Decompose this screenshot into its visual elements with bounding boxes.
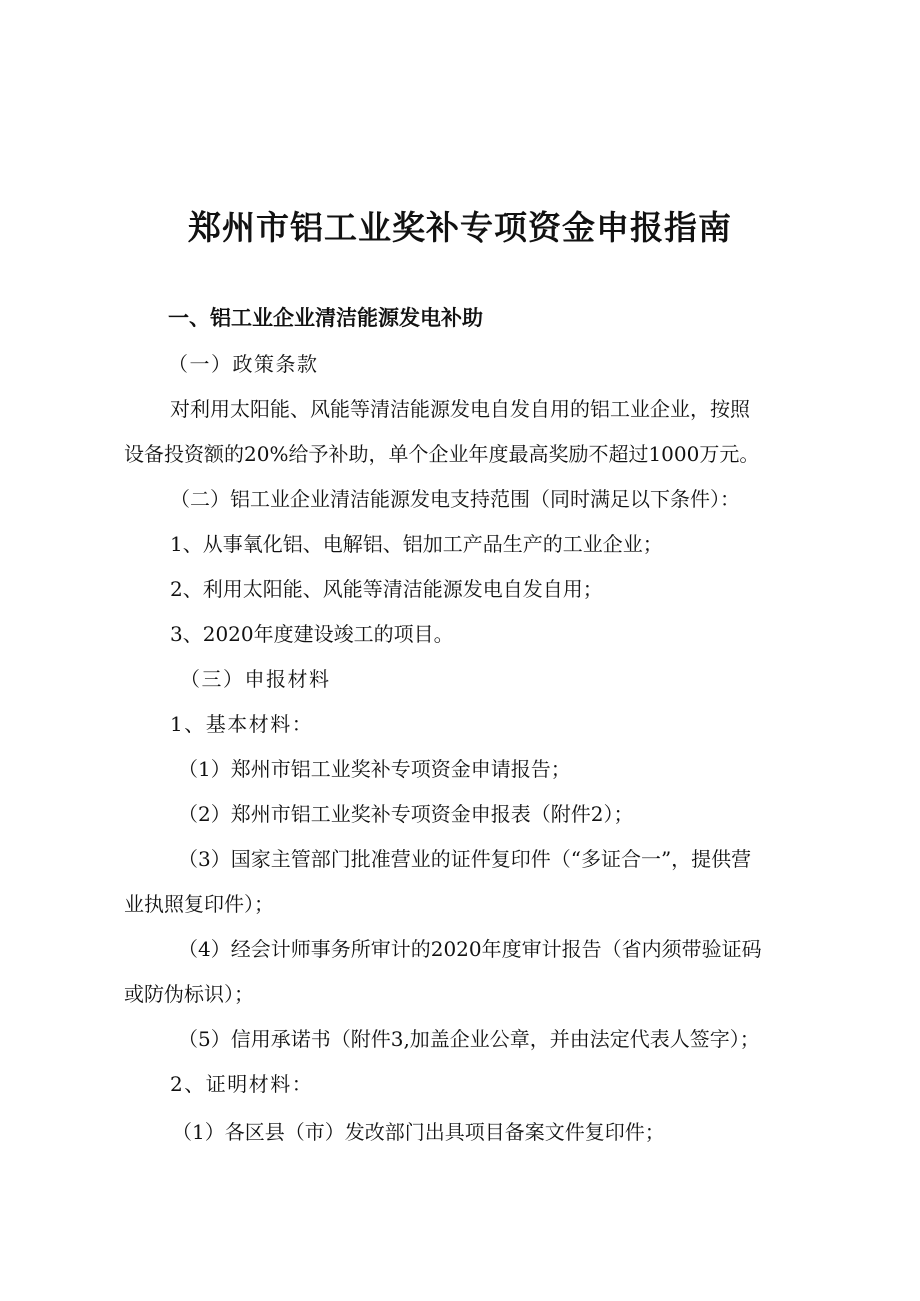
basic-material-item-3-line2: 业执照复印件）；: [124, 892, 274, 916]
scope-item-1: 1、从事氧化铝、电解铝、铝加工产品生产的工业企业；: [170, 532, 663, 556]
proof-material-item-1: （1）各区县（市）发改部门出具项目备案文件复印件；: [172, 1120, 665, 1144]
basic-material-item-5: （5）信用承诺书（附件3,加盖企业公章，并由法定代表人签字）；: [178, 1027, 760, 1051]
scope-item-3: 3、2020年度建设竣工的项目。: [170, 622, 454, 646]
policy-paragraph-line1: 对利用太阳能、风能等清洁能源发电自发自用的铝工业企业，按照: [170, 397, 750, 421]
basic-material-item-1: （1）郑州市铝工业奖补专项资金申请报告；: [178, 757, 571, 781]
basic-material-item-2: （2）郑州市铝工业奖补专项资金申报表（附件2）；: [178, 802, 634, 826]
subsection-heading-materials: （三）申报材料: [180, 667, 331, 691]
section-heading: 一、铝工业企业清洁能源发电补助: [168, 306, 483, 330]
scope-item-2: 2、利用太阳能、风能等清洁能源发电自发自用；: [170, 577, 603, 601]
proof-materials-heading: 2、证明材料：: [170, 1072, 314, 1096]
document-title: 郑州市铝工业奖补专项资金申报指南: [188, 208, 732, 247]
basic-materials-heading: 1、基本材料：: [170, 712, 314, 736]
basic-material-item-4-line2: 或防伪标识）；: [124, 982, 254, 1006]
policy-paragraph-line2: 设备投资额的20%给予补助，单个企业年度最高奖励不超过1000万元。: [124, 442, 760, 466]
basic-material-item-4-line1: （4）经会计师事务所审计的2020年度审计报告（省内须带验证码: [178, 937, 762, 961]
subsection-heading-scope: （二）铝工业企业清洁能源发电支持范围（同时满足以下条件）：: [170, 487, 740, 511]
basic-material-item-3-line1: （3）国家主管部门批准营业的证件复印件（“多证合一”，提供营: [178, 847, 752, 871]
subsection-heading-policy: （一）政策条款: [168, 352, 319, 376]
